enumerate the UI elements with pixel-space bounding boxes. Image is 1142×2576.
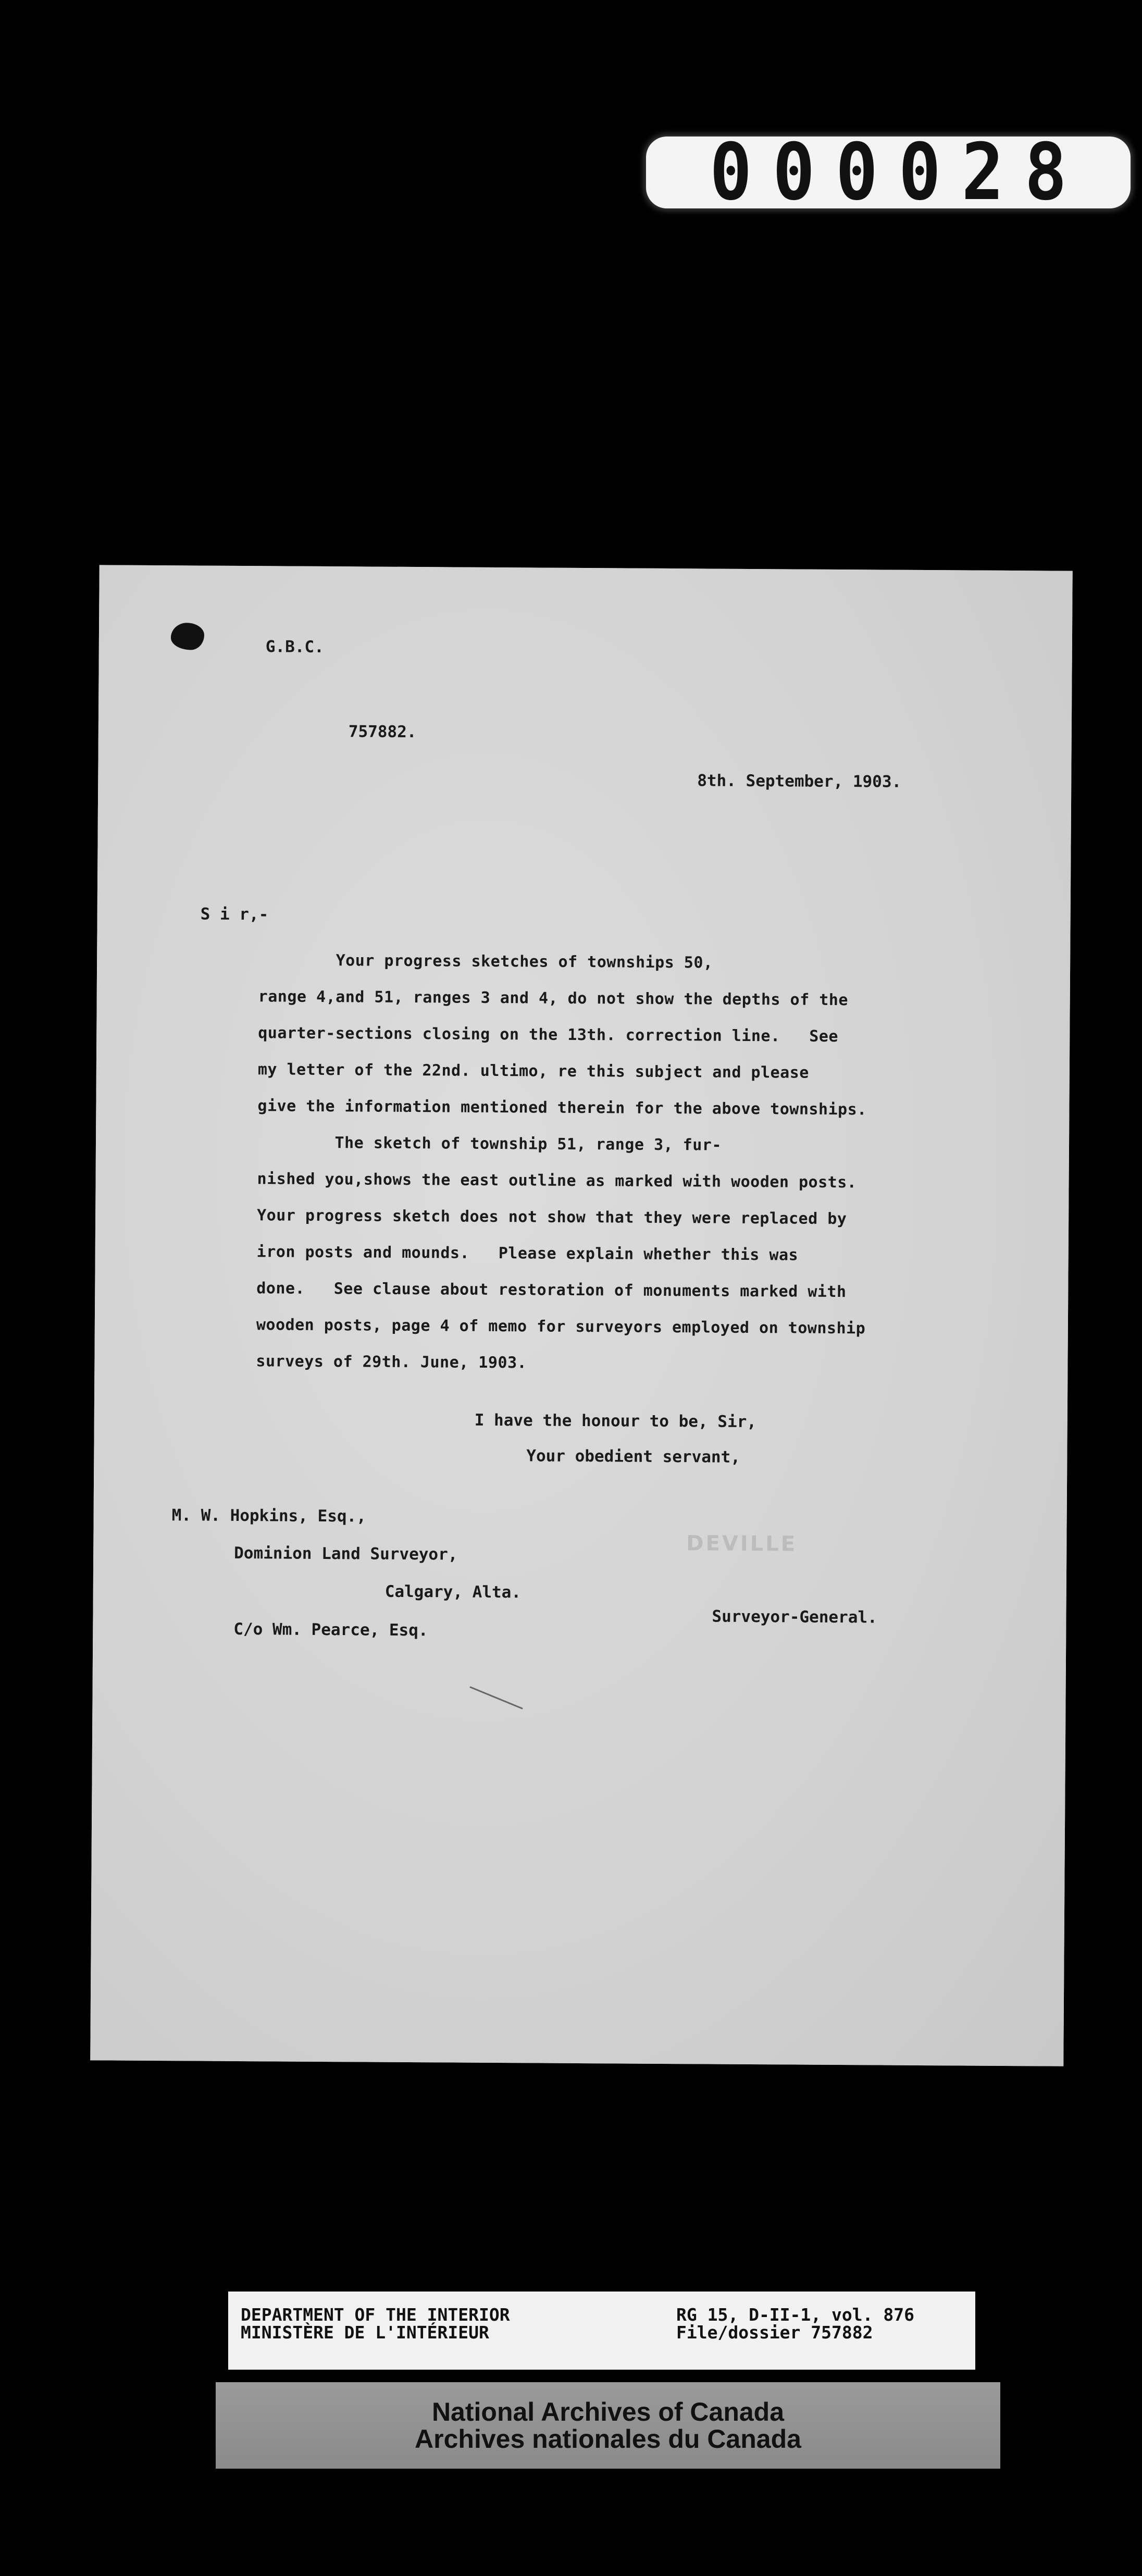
addressee-title: Dominion Land Surveyor, — [234, 1543, 458, 1564]
letter-initials: G.B.C. — [265, 637, 324, 657]
archives-banner — [216, 2382, 1000, 2469]
department-en: DEPARTMENT OF THE INTERIOR — [241, 2305, 510, 2325]
closing-line: Your obedient servant, — [526, 1446, 741, 1467]
closing-line: I have the honour to be, Sir, — [474, 1410, 757, 1432]
letter-file-number: 757882. — [348, 722, 417, 742]
letter-page — [90, 565, 1072, 2066]
frame-number-badge — [646, 127, 1131, 218]
archive-label — [228, 2292, 975, 2370]
body-line: wooden posts, page 4 of memo for surveyors employed on township — [256, 1316, 866, 1338]
archive-reference: RG 15, D-II-1, vol. 876 — [676, 2305, 914, 2325]
addressee-city: Calgary, Alta. — [384, 1582, 522, 1602]
frame-number: 000028 — [710, 127, 1088, 218]
letter-date: 8th. September, 1903. — [697, 771, 902, 791]
body-line: give the information mentioned therein for the above townships. — [257, 1097, 867, 1119]
body-line: done. See clause about restoration of monuments marked with — [256, 1279, 847, 1302]
signature-title: Surveyor-General. — [712, 1607, 877, 1627]
faint-stamp: DEVILLE — [686, 1531, 798, 1556]
archive-file: File/dossier 757882 — [676, 2322, 873, 2343]
body-line: quarter-sections closing on the 13th. correction line. See — [258, 1024, 839, 1046]
body-line: Your progress sketches of townships 50, — [258, 951, 713, 972]
ink-blot — [171, 623, 204, 650]
body-line: The sketch of township 51, range 3, fur- — [257, 1133, 722, 1155]
addressee-care-of: C/o Wm. Pearce, Esq. — [233, 1619, 428, 1640]
department-fr: MINISTÈRE DE L'INTÉRIEUR — [241, 2322, 489, 2343]
addressee-name: M. W. Hopkins, Esq., — [171, 1506, 367, 1526]
pen-mark — [469, 1686, 523, 1710]
body-line: range 4,and 51, ranges 3 and 4, do not show the depths of the — [258, 987, 849, 1010]
body-line: iron posts and mounds. Please explain whether this was — [256, 1243, 799, 1265]
body-line: nished you,shows the east outline as marked with wooden posts. — [257, 1170, 857, 1192]
letter-salutation: S i r,- — [200, 905, 269, 924]
body-line: my letter of the 22nd. ultimo, re this subject and please — [257, 1060, 809, 1082]
archives-name-en: National Archives of Canada — [431, 2397, 785, 2426]
archives-name-fr: Archives nationales du Canada — [415, 2424, 801, 2454]
body-line: surveys of 29th. June, 1903. — [256, 1352, 527, 1372]
body-line: Your progress sketch does not show that they were replaced by — [257, 1206, 847, 1229]
